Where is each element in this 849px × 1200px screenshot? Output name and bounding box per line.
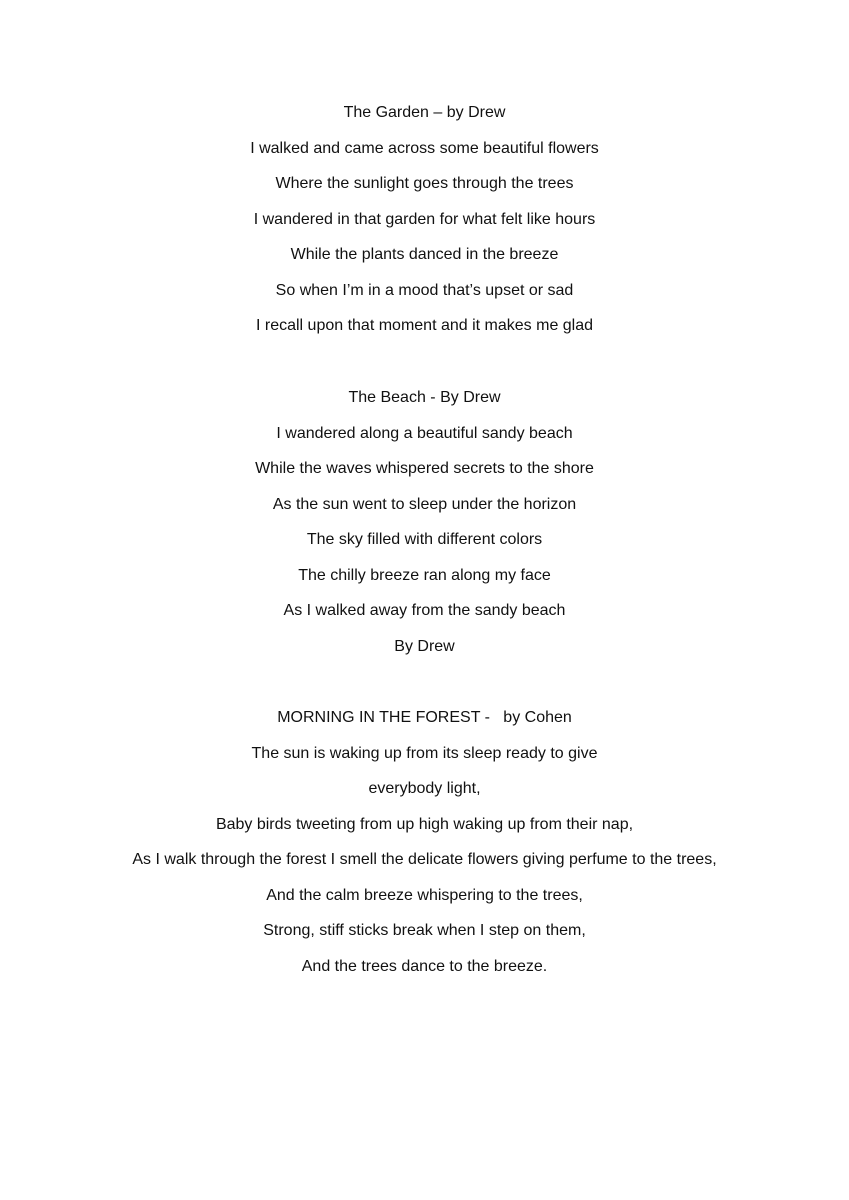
poem-line: Strong, stiff sticks break when I step on them, <box>263 922 586 939</box>
poem-line: I wandered along a beautiful sandy beach <box>276 424 573 442</box>
poem-line: As I walk through the forest I smell the delicate flowers giving perfume to the trees, <box>132 851 717 868</box>
poem-title: The Beach - By Drew <box>348 389 501 406</box>
poem-title: MORNING IN THE FOREST - by Cohen <box>277 709 572 726</box>
poem-line: I recall upon that moment and it makes me glad <box>255 317 594 334</box>
poem-the-beach <box>0 380 849 664</box>
poem-line: And the calm breeze whispering to the trees, <box>266 886 583 904</box>
poem-line: And the trees dance to the breeze. <box>301 957 548 975</box>
poem-line: I wandered in that garden for what felt like hours <box>253 210 596 228</box>
poem-line: While the waves whispered secrets to the shore <box>255 460 594 477</box>
poem-line: Baby birds tweeting from up high waking up from their nap, <box>215 815 634 833</box>
poem-the-garden <box>0 95 849 344</box>
poem-line: The sun is waking up from its sleep ready to give <box>251 744 598 762</box>
poem-title: The Garden – by Drew <box>343 104 506 121</box>
poem-line: everybody light, <box>368 780 481 797</box>
poem-morning-in-the-forest <box>0 700 849 984</box>
poem-line: As I walked away from the sandy beach <box>283 602 566 619</box>
poem-line: As the sun went to sleep under the horizon <box>272 495 577 513</box>
poem-line: So when I’m in a mood that’s upset or sad <box>275 281 574 299</box>
poem-line: I walked and came across some beautiful flowers <box>250 139 599 157</box>
poem-line: The sky filled with different colors <box>306 531 543 548</box>
poem-line: While the plants danced in the breeze <box>290 246 559 263</box>
poem-line: The chilly breeze ran along my face <box>298 566 551 584</box>
poem-signature: By Drew <box>394 637 455 655</box>
poem-line: Where the sunlight goes through the trees <box>275 175 574 192</box>
